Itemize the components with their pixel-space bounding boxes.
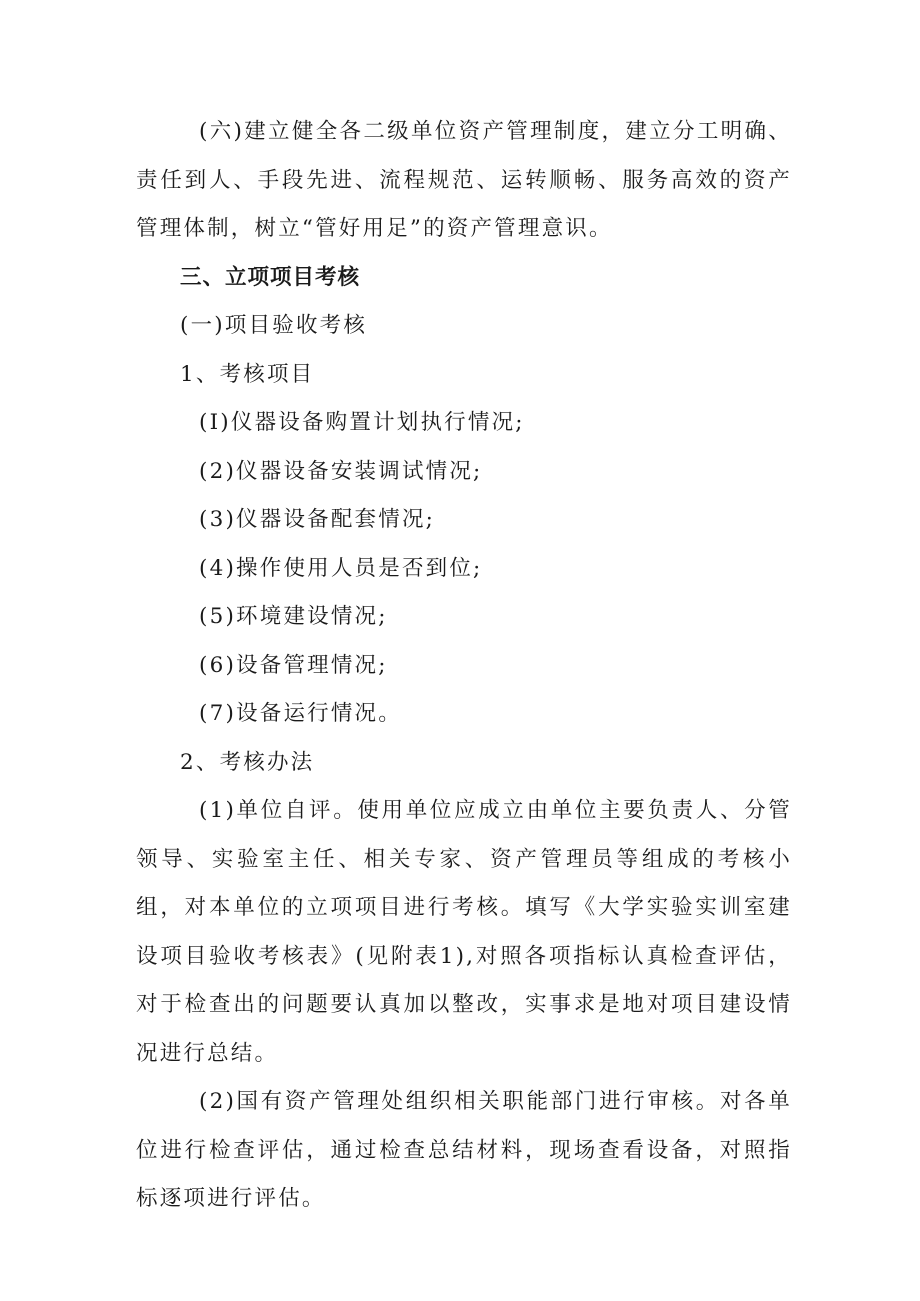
section-three-heading: 三、立项项目考核	[180, 264, 361, 290]
assessment-item: (5)环境建设情况;	[199, 604, 388, 629]
subsection-one-heading: (一)项目验收考核	[180, 313, 368, 338]
assessment-item: (7)设备运行情况。	[199, 701, 402, 726]
method-one-paragraph: (1)单位自评。使用单位应成立由单位主要负责人、分管领导、实验室主任、相关专家、资产管理员等组成的考核小组，对本单位的立项项目进行考核。填写《大学实验实训室建设项目验收考核表》(见附表1),对照各项指标认真检查评估，对于检查出的问题要认真加以整改，实事求是地对项目建设情况进行总结。	[136, 798, 792, 1066]
assessment-item: (4)操作使用人员是否到位;	[199, 555, 483, 581]
assessment-item: (2)仪器设备安装调试情况;	[199, 458, 483, 484]
assessment-methods-heading: 2、考核办法	[180, 749, 315, 775]
assessment-item: (3)仪器设备配套情况;	[199, 507, 436, 532]
assessment-item: (I)仪器设备购置计划执行情况;	[199, 410, 525, 435]
paragraph-six: (六)建立健全各二级单位资产管理制度，建立分工明确、责任到人、手段先进、流程规范、运转顺畅、服务高效的资产管理体制，树立“管好用足”的资产管理意识。	[136, 119, 792, 241]
assessment-items-heading: 1、考核项目	[180, 361, 315, 387]
document-body	[136, 108, 792, 1224]
assessment-item: (6)设备管理情况;	[199, 652, 388, 678]
method-two-paragraph: (2)国有资产管理处组织相关职能部门进行审核。对各单位进行检查评估，通过检查总结材料，现场查看设备，对照指标逐项进行评估。	[136, 1089, 792, 1211]
